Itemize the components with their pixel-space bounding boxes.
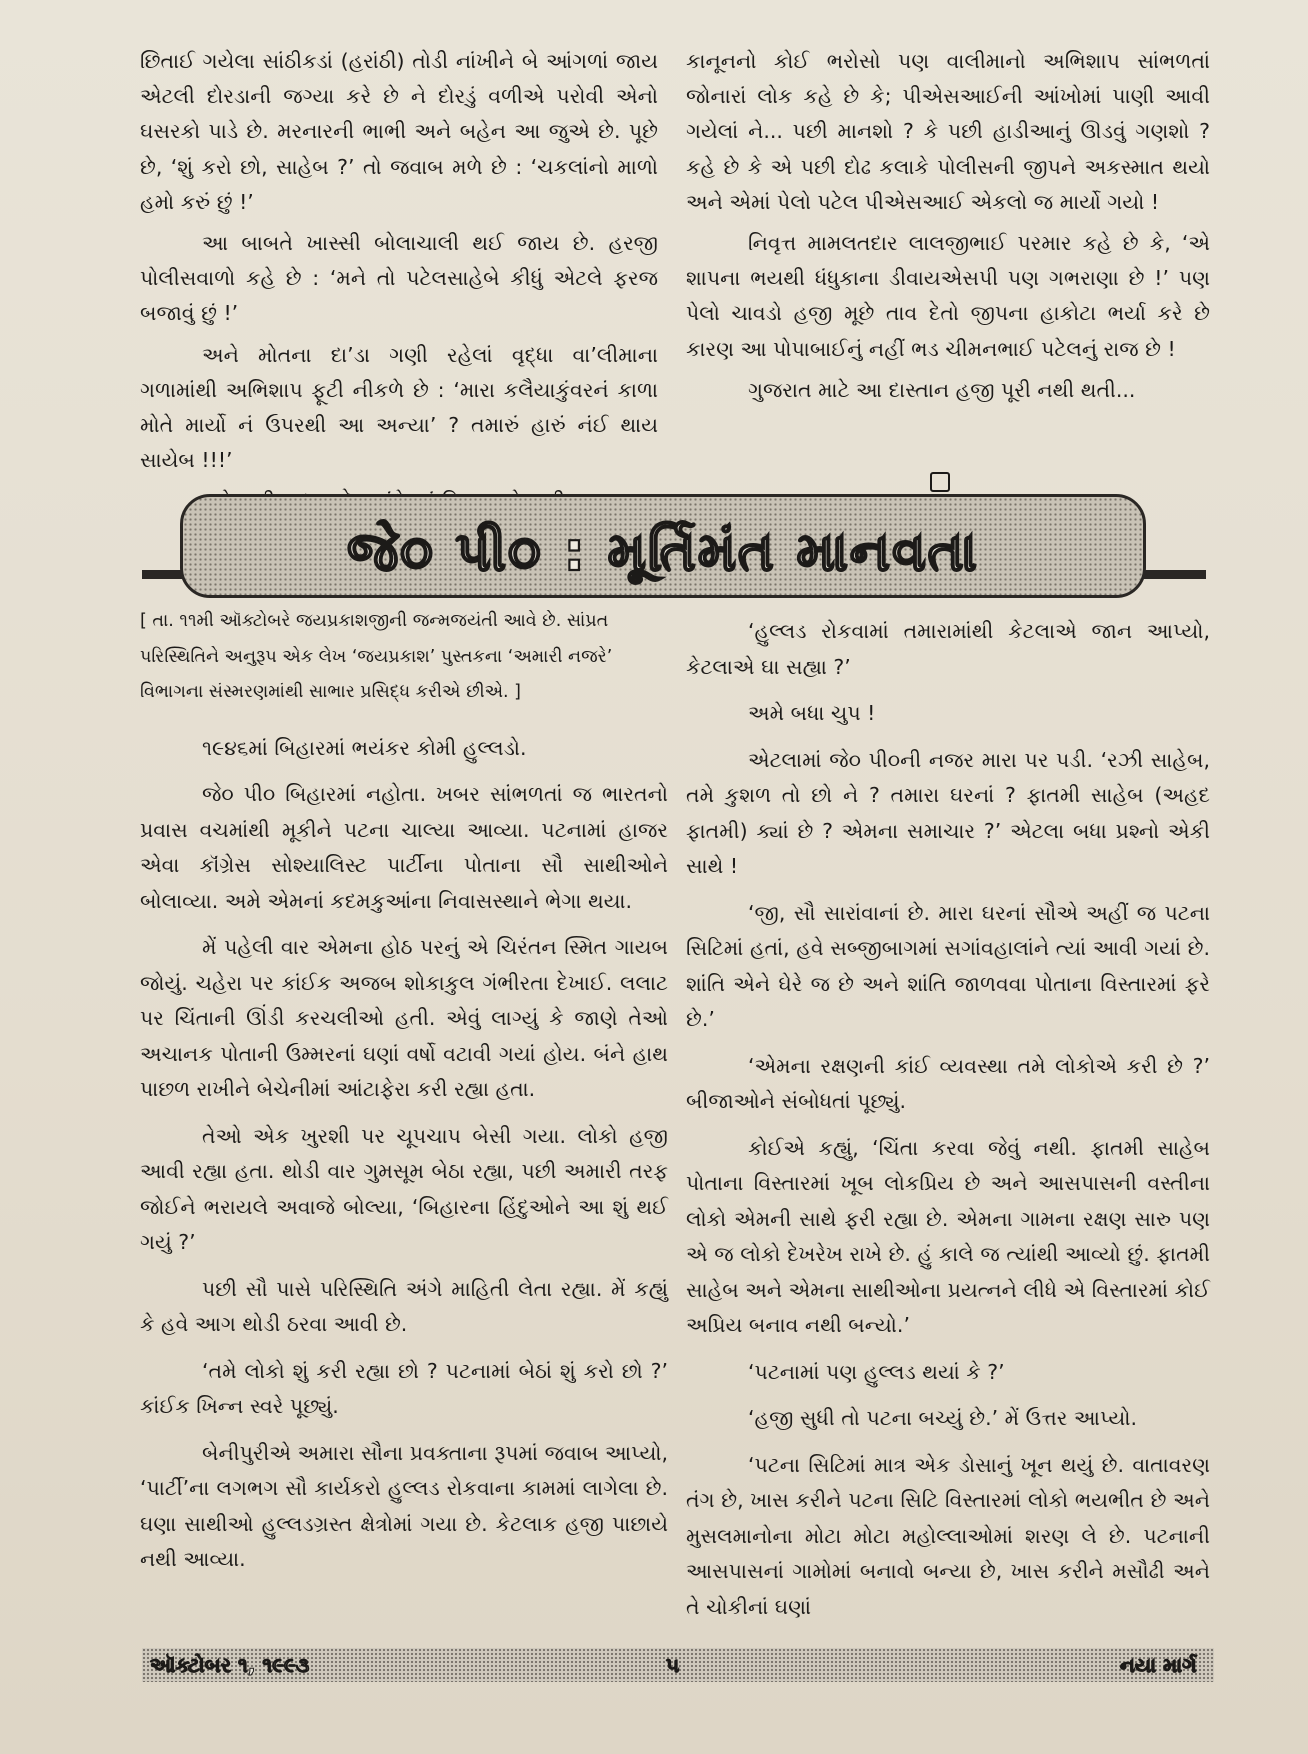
- paragraph: છિતાઈ ગયેલા સાંઠીકડાં (હરાંઠી) તોડી નાંખીને બે આંગળાં જાય એટલી દોરડાની જગ્યા કરે છે ને દોરડું વળીએ પરોવી એનો ઘસરકો પાડે છે. મરનારની ભાભી અને બહેન આ જુએ છે. પૂછે છે, ‘શું કરો છો, સાહેબ ?’ તો જવાબ મળે છે : ‘ચકલાંનો માળો હમો કરું છું !’: [140, 49, 658, 214]
- publication-name: નયા માર્ગ: [1120, 1653, 1197, 1677]
- paragraph: ‘એમના રક્ષણની કાંઈ વ્યવસ્થા તમે લોકોએ કરી છે ?’ બીજાઓને સંબોધતાં પૂછ્યું.: [686, 1053, 1210, 1113]
- paragraph: અને મોતના દા’ડા ગણી રહેલાં વૃદ્ધા વા’લીમાના ગળામાંથી અભિશાપ ફૂટી નીકળે છે : ‘મારા કલૈયાકુંવરનં કાળા મોતે માર્યો નં ઉપરથી આ અન્યા’ ? તમારું હારું નંઈ થાય સાયેબ !!!’: [140, 342, 658, 473]
- paragraph: ‘હુલ્લડ રોકવામાં તમારામાંથી કેટલાએ જાન આપ્યો, કેટલાએ ઘા સહ્યા ?’: [686, 619, 1210, 679]
- page-number: ૫: [666, 1653, 680, 1677]
- paragraph: ગુજરાત માટે આ દાસ્તાન હજી પૂરી નથી થતી...: [748, 377, 1136, 402]
- bottom-right-column: [686, 614, 1210, 1636]
- article-title: જે૦ પી૦ : મૂર્તિમંત માનવતા: [347, 520, 979, 583]
- paragraph: કાનૂનનો કોઈ ભરોસો પણ વાલીમાનો અભિશાપ સાંભળતાં જોનારાં લોક કહે છે કે; પીએસઆઈની આંખોમાં પાણી આવી ગયેલાં ને... પછી માનશો ? કે પછી હાડીઆનું ઊડવું ગણશો ? કહે છે કે એ પછી દોઢ કલાકે પોલીસની જીપને અકસ્માત થયો અને એમાં પેલો પટેલ પીએસઆઈ એકલો જ માર્યો ગયો !: [686, 49, 1210, 214]
- paragraph: એટલામાં જે૦ પી૦ની નજર મારા પર પડી. ‘રઝી સાહેબ, તમે કુશળ તો છો ને ? તમારા ઘરનાં ? ફાતમી સાહેબ (અહદ ફાતમી) ક્યાં છે ? એમના સમાચાર ?’ એટલા બધા પ્રશ્નો એકી સાથે !: [686, 747, 1210, 878]
- paragraph: ‘પટનામાં પણ હુલ્લડ થયાં કે ?’: [748, 1359, 1005, 1384]
- paragraph: બેનીપુરીએ અમારા સૌના પ્રવક્તાના રૂપમાં જવાબ આપ્યો, ‘પાર્ટી’ના લગભગ સૌ કાર્યકરો હુલ્લડ રોકવાના કામમાં લાગેલા છે. ઘણા સાથીઓ હુલ્લડગ્રસ્ત ક્ષેત્રોમાં ગયા છે. કેટલાક હજી પાછાયે નથી આવ્યા.: [140, 1440, 668, 1571]
- paragraph: પછી સૌ પાસે પરિસ્થિતિ અંગે માહિતી લેતા રહ્યા. મેં કહ્યું કે હવે આગ થોડી ઠરવા આવી છે.: [140, 1276, 668, 1336]
- paragraph: અમે બધા ચુપ !: [748, 701, 876, 725]
- bottom-left-column: [140, 604, 668, 1589]
- paragraph: ‘પટના સિટિમાં માત્ર એક ડોસાનું ખૂન થયું છે. વાતાવરણ તંગ છે, ખાસ કરીને પટના સિટિ વિસ્તારમાં લોકો ભયભીત છે અને મુસલમાનોના મોટા મોટા મહોલ્લાઓમાં શરણ લે છે. પટનાની આસપાસનાં ગામોમાં બનાવો બન્યા છે, ખાસ કરીને મસૌઢી અને તે ચોકીનાં ઘણાં: [686, 1452, 1210, 1619]
- footer-date: ઑક્ટોબર ૧, ૧૯૯૩: [150, 1653, 310, 1677]
- top-left-column: [140, 44, 658, 526]
- paragraph: નિવૃત્ત મામલતદાર લાલજીભાઈ પરમાર કહે છે કે, ‘એ શાપના ભયથી ધંધુકાના ડીવાયએસપી પણ ગભરાણા છે !’ પણ પેલો ચાવડો હજી મૂછે તાવ દેતો જીપના હાકોટા ભર્યા કરે છે કારણ આ પોપાબાઈનું નહીં ભડ ચીમનભાઈ પટેલનું રાજ છે !: [686, 231, 1210, 361]
- paragraph: તેઓ એક ખુરશી પર ચૂપચાપ બેસી ગયા. લોકો હજી આવી રહ્યા હતા. થોડી વાર ગુમસૂમ બેઠા રહ્યા, પછી અમારી તરફ જોઈને ભરાયલે અવાજે બોલ્યા, ‘બિહારના હિંદુઓને આ શું થઈ ગયું ?’: [140, 1123, 668, 1254]
- editor-note: [ તા. ૧૧મી ઑક્ટોબરે જયપ્રકાશજીની જન્મજયંતી આવે છે. સાંપ્રત પરિસ્થિતિને અનુરૂપ એક લેખ ‘જયપ્રકાશ’ પુસ્તકના ‘અમારી નજરે’ વિભાગના સંસ્મરણમાંથી સાભાર પ્રસિદ્ધ કરીએ છીએ. ]: [140, 611, 613, 702]
- paragraph: આ બાબતે ખાસ્સી બોલાચાલી થઈ જાય છે. હરજી પોલીસવાળો કહે છે : ‘મને તો પટેલસાહેબે કીધું એટલે ફરજ બજાવું છું !’: [140, 231, 658, 326]
- paragraph: મેં પહેલી વાર એમના હોઠ પરનું એ ચિરંતન સ્મિત ગાયબ જોયું. ચહેરા પર કાંઈક અજબ શોકાકુલ ગંભીરતા દેખાઈ. લલાટ પર ચિંતાની ઊંડી કરચલીઓ હતી. એવું લાગ્યું કે જાણે તેઓ અચાનક પોતાની ઉમ્મરનાં ઘણાં વર્ષો વટાવી ગયાં હોય. બંને હાથ પાછળ રાખીને બેચેનીમાં આંટાફેરા કરી રહ્યા હતા.: [140, 935, 668, 1101]
- paragraph: જે૦ પી૦ બિહારમાં નહોતા. ખબર સાંભળતાં જ ભારતનો પ્રવાસ વચમાંથી મૂકીને પટના ચાલ્યા આવ્યા. પટનામાં હાજર એવા કૉંગ્રેસ સોશ્યાલિસ્ટ પાર્ટીના પોતાના સૌ સાથીઓને બોલાવ્યા. અમે એમનાં કદમકુઆંના નિવાસસ્થાને ભેગા થયા.: [140, 782, 668, 913]
- paragraph: ‘જી, સૌ સારાંવાનાં છે. મારા ઘરનાં સૌએ અહીં જ પટના સિટિમાં હતાં, હવે સબ્જીબાગમાં સગાંવહાલાંને ત્યાં આવી ગયાં છે. શાંતિ એને ઘેરે જ છે અને શાંતિ જાળવવા પોતાના વિસ્તારમાં ફરે છે.’: [686, 900, 1210, 1031]
- paragraph: ‘તમે લોકો શું કરી રહ્યા છો ? પટનામાં બેઠાં શું કરો છો ?’ કાંઈક ખિન્ન સ્વરે પૂછ્યું.: [140, 1358, 668, 1418]
- paragraph: ૧૯૪૬માં બિહારમાં ભયંકર કોમી હુલ્લડો.: [202, 735, 527, 760]
- paragraph: કોઈએ કહ્યું, ‘ચિંતા કરવા જેવું નથી. ફાતમી સાહેબ પોતાના વિસ્તારમાં ખૂબ લોકપ્રિય છે અને આસપાસની વસ્તીના લોકો એમની સાથે ફરી રહ્યા છે. એમના ગામના રક્ષણ સારુ પણ એ જ લોકો દેખરેખ રાખે છે. હું કાલે જ ત્યાંથી આવ્યો છું. ફાતમી સાહેબ અને એમના સાથીઓના પ્રયત્નને લીધે એ વિસ્તારમાં કોઈ અપ્રિય બનાવ નથી બન્યો.’: [686, 1135, 1210, 1337]
- paragraph: ‘હજી સુધી તો પટના બચ્યું છે.’ મેં ઉત્તર આપ્યો.: [748, 1406, 1137, 1430]
- end-of-article-mark: [930, 472, 950, 492]
- top-right-column: [686, 44, 1210, 414]
